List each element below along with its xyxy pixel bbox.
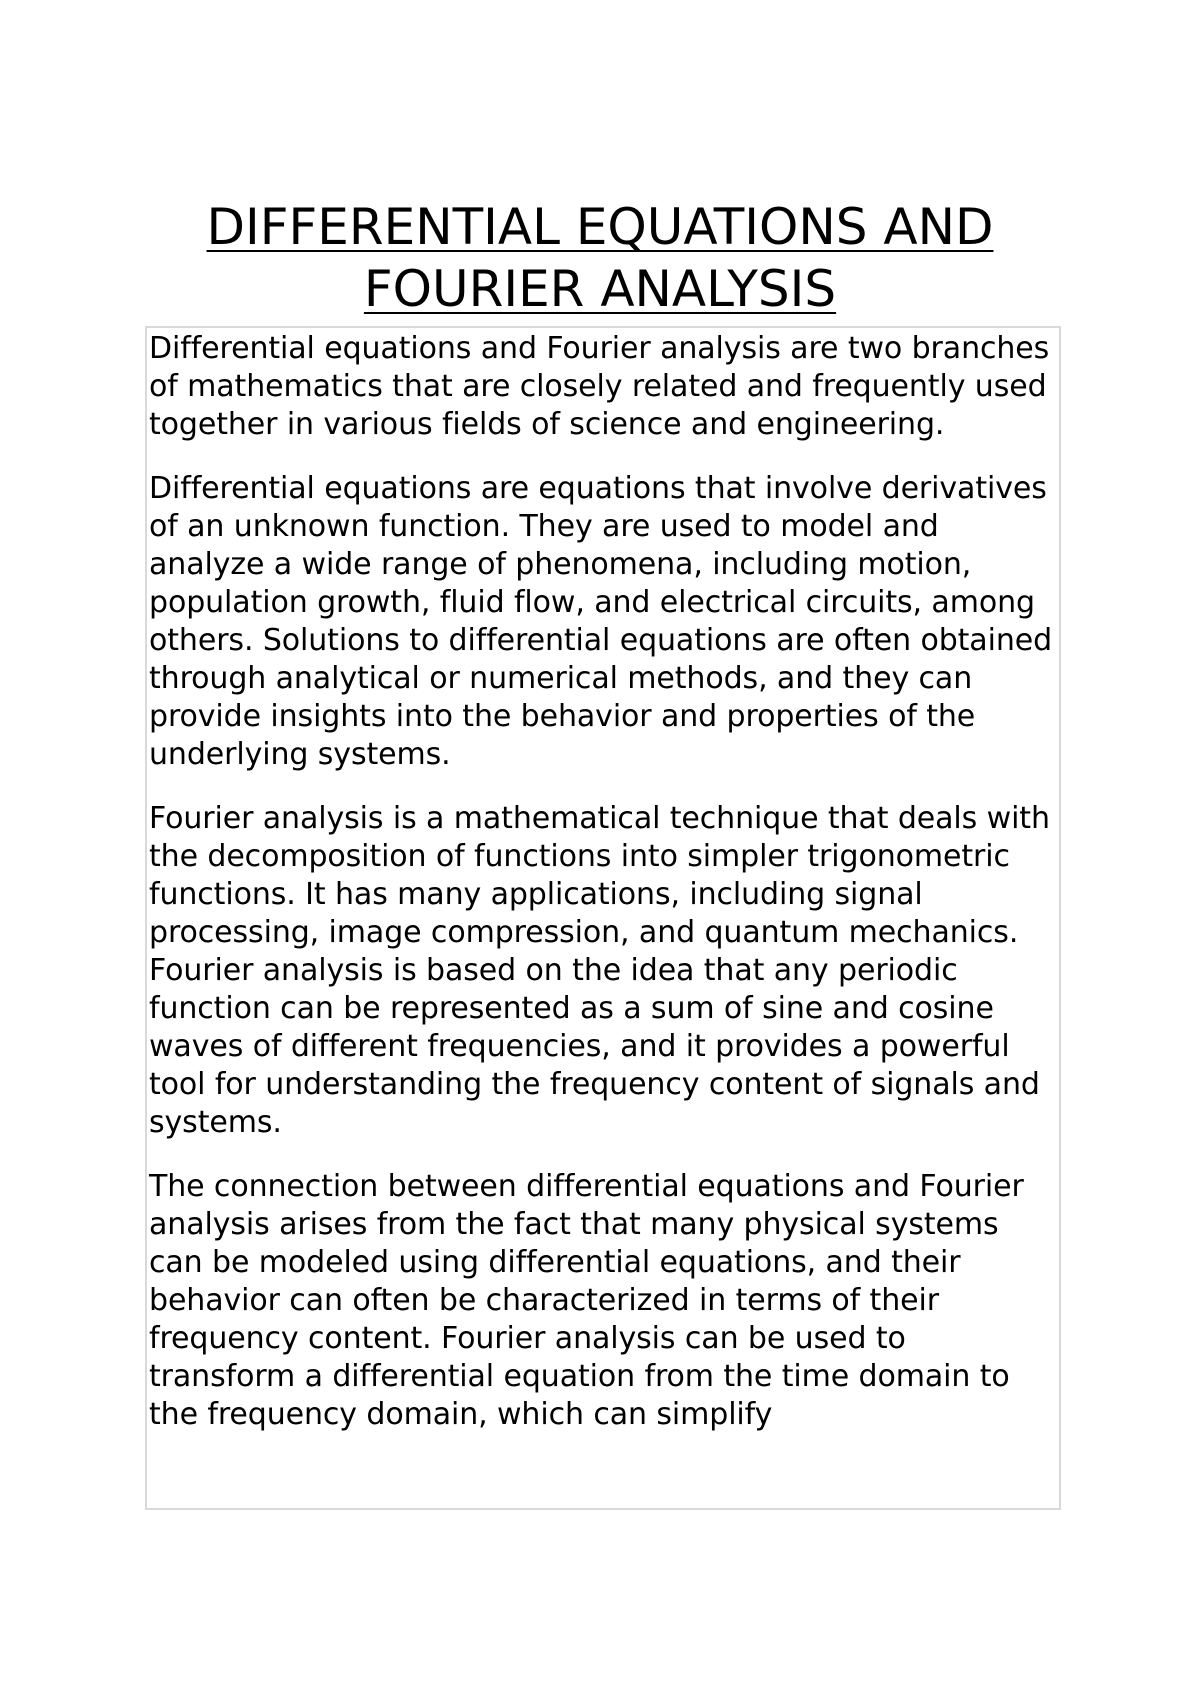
body-text-frame <box>145 326 1061 1510</box>
body-paragraph-3: Fourier analysis is a mathematical technique that deals with the decomposition of functions into simpler trigonometric functions. It has many applications, including signal processing, image compression, and quantum mechanics. Fourier analysis is based on the idea that any periodic function can be represented as a sum of sine and cosine waves of different frequencies, and it provides a powerful tool for understanding the frequency content of signals and systems. <box>149 801 1050 1140</box>
body-paragraph-2: Differential equations are equations that involve derivatives of an unknown function. They are used to model and analyze a wide range of phenomena, including motion, population growth, fluid flow, and electrical circuits, among others. Solutions to differential equations are often obtained through analytical or numerical methods, and they can provide insights into the behavior and properties of the underlying systems. <box>149 471 1053 772</box>
body-paragraph-1: Differential equations and Fourier analysis are two branches of mathematics that are closely related and frequently used together in various fields of science and engineering. <box>149 331 1050 442</box>
document-title <box>100 196 1100 320</box>
title-line-1: DIFFERENTIAL EQUATIONS AND <box>206 198 994 256</box>
body-paragraph-4: The connection between differential equations and Fourier analysis arises from the fact that many physical systems can be modeled using differential equations, and their behavior can often be characterized in terms of their frequency content. Fourier analysis can be used to transform a differential equation from the time domain to the frequency domain, which can simplify <box>149 1169 1024 1432</box>
title-line-2: FOURIER ANALYSIS <box>363 260 837 318</box>
